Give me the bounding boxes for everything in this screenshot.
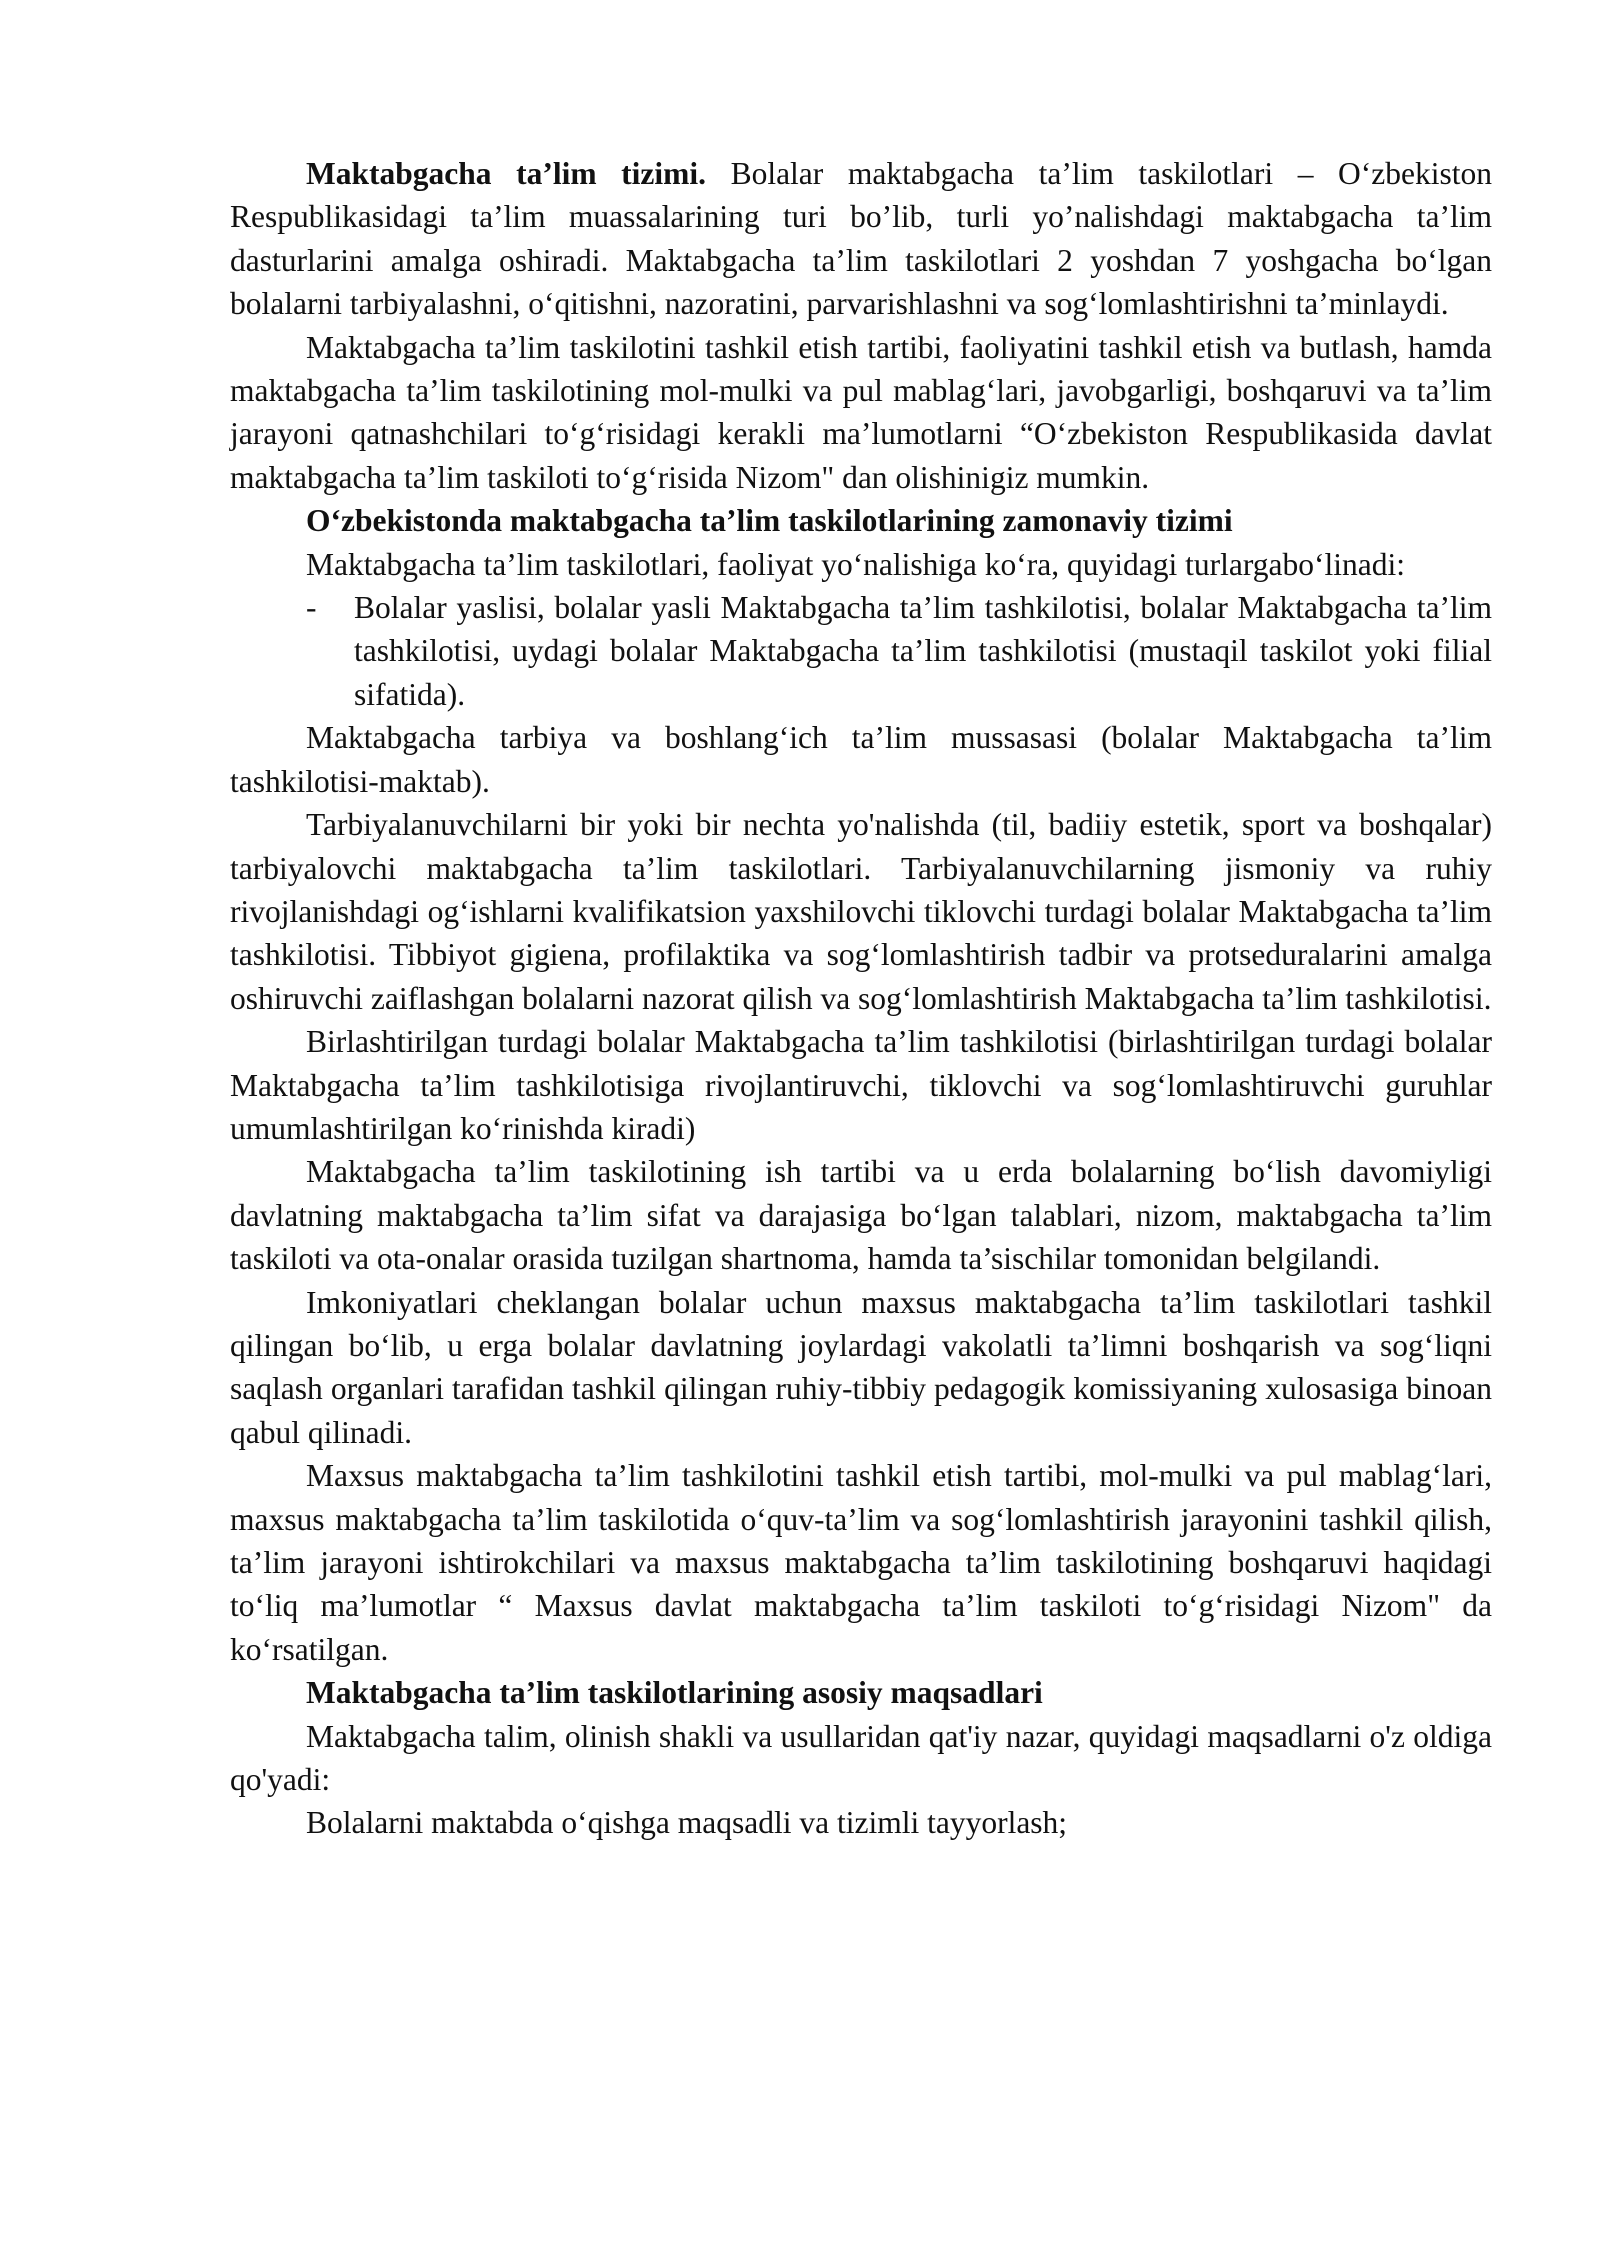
schedule-paragraph: Maktabgacha ta’lim taskilotining ish tartibi va u erda bolalarning bo‘lish davomiyligi davlatning maktabgacha ta’lim sifat va darajasiga bo‘lgan talablari, nizom, maktabgacha ta’lim taskiloti va ota-onalar orasida tuzilgan shartnoma, hamda ta’sischilar tomonidan belgilandi.: [230, 1154, 1492, 1277]
intro-lead: Maktabgacha ta’lim tizimi.: [306, 156, 706, 191]
special-needs-paragraph: Imkoniyatlari cheklangan bolalar uchun maxsus maktabgacha ta’lim taskilotlari tashkil qilingan bo‘lib, u erga bolalar davlatning joylardagi vakolatli ta’limni boshqarish va sog‘liqni saqlash organlari tarafidan tashkil qilingan ruhiy-tibbiy pedagogik komissiyaning xulosasiga binoan qabul qilinadi.: [230, 1284, 1492, 1450]
intro-paragraph: [230, 152, 1492, 326]
section-heading-goals: Maktabgacha ta’lim taskilotlarining asosiy maqsadlari: [306, 1675, 1043, 1711]
list-item: [230, 586, 1492, 716]
intro-text: Bolalar maktabgacha ta’lim taskilotlari – O‘zbekiston Respublikasidagi ta’lim muassalarining turi bo’lib, turli yo’nalishdagi maktabgacha ta’lim dasturlarini amalga oshiradi. Maktabgacha ta’lim taskilotlari 2 yoshdan 7 yoshgacha bo‘lgan bolalarni tarbiyalashni, o‘qitishni, nazoratini, parvarishlashni va sog‘lomlashtirishni ta’minlaydi.: [230, 156, 1492, 322]
school-paragraph: Maktabgacha tarbiya va boshlang‘ich ta’lim mussasasi (bolalar Maktabgacha ta’lim tashkilotisi-maktab).: [230, 720, 1492, 799]
list-item-text: Bolalar yaslisi, bolalar yasli Maktabgacha ta’lim tashkilotisi, bolalar Maktabgacha ta’lim tashkilotisi, uydagi bolalar Maktabgacha ta’lim tashkilotisi (mustaqil taskilot yoki filial sifatida).: [354, 590, 1492, 712]
document-page: [230, 152, 1492, 1845]
combined-paragraph: Birlashtirilgan turdagi bolalar Maktabgacha ta’lim tashkilotisi (birlashtirilgan turdagi bolalar Maktabgacha ta’lim tashkilotisiga rivojlantiruvchi, tiklovchi va sog‘lomlashtiruvchi guruhlar umumlashtirilgan ko‘rinishda kiradi): [230, 1024, 1492, 1146]
section-heading-modern-system: O‘zbekistonda maktabgacha ta’lim taskilotlarining zamonaviy tizimi: [306, 503, 1233, 539]
upbringing-paragraph: Tarbiyalanuvchilarni bir yoki bir nechta yo'nalishda (til, badiiy estetik, sport va boshqalar) tarbiyalovchi maktabgacha ta’lim taskilotlari. Tarbiyalanuvchilarning jismoniy va ruhiy rivojlanishdagi og‘ishlarni kvalifikatsion yaxshilovchi tiklovchi turdagi bolalar Maktabgacha ta’lim tashkilotisi. Tibbiyot gigiena, profilaktika va sog‘lomlashtirish tadbir va protseduralarini amalga oshiruvchi zaiflashgan bolalarni nazorat qilish va sog‘lomlashtirish Maktabgacha ta’lim tashkilotisi.: [230, 807, 1492, 1016]
goal-item-paragraph: Bolalarni maktabda o‘qishga maqsadli va tizimli tayyorlash;: [306, 1805, 1068, 1841]
goals-intro-paragraph: Maktabgacha talim, olinish shakli va usullaridan qat'iy nazar, quyidagi maqsadlarni o'z oldiga qo'yadi:: [230, 1718, 1492, 1798]
special-order-paragraph: Maxsus maktabgacha ta’lim tashkilotini tashkil etish tartibi, mol-mulki va pul mablag‘lari, maxsus maktabgacha ta’lim taskilotida o‘quv-ta’lim va sog‘lomlashtirish jarayonini tashkil qilish, ta’lim jarayoni ishtirokchilari va maxsus maktabgacha ta’lim taskilotining boshqaruvi haqidagi to‘liq ma’lumotlar “ Maxsus davlat maktabgacha ta’lim taskiloti to‘g‘risidagi Nizom" da ko‘rsatilgan.: [230, 1458, 1492, 1667]
nizom-paragraph: Maktabgacha ta’lim taskilotini tashkil etish tartibi, faoliyatini tashkil etish va butlash, hamda maktabgacha ta’lim taskilotining mol-mulki va pul mablag‘lari, javobgarligi, boshqaruvi va ta’lim jarayoni qatnashchilari to‘g‘risidagi kerakli ma’lumotlarni “O‘zbekiston Respublikasida davlat maktabgacha ta’lim taskiloti to‘g‘risida Nizom" dan olishinigiz mumkin.: [230, 329, 1492, 495]
types-intro-paragraph: Maktabgacha ta’lim taskilotlari, faoliyat yo‘nalishiga ko‘ra, quyidagi turlargabo‘linadi:: [306, 546, 1405, 582]
list-dash: -: [306, 590, 317, 626]
